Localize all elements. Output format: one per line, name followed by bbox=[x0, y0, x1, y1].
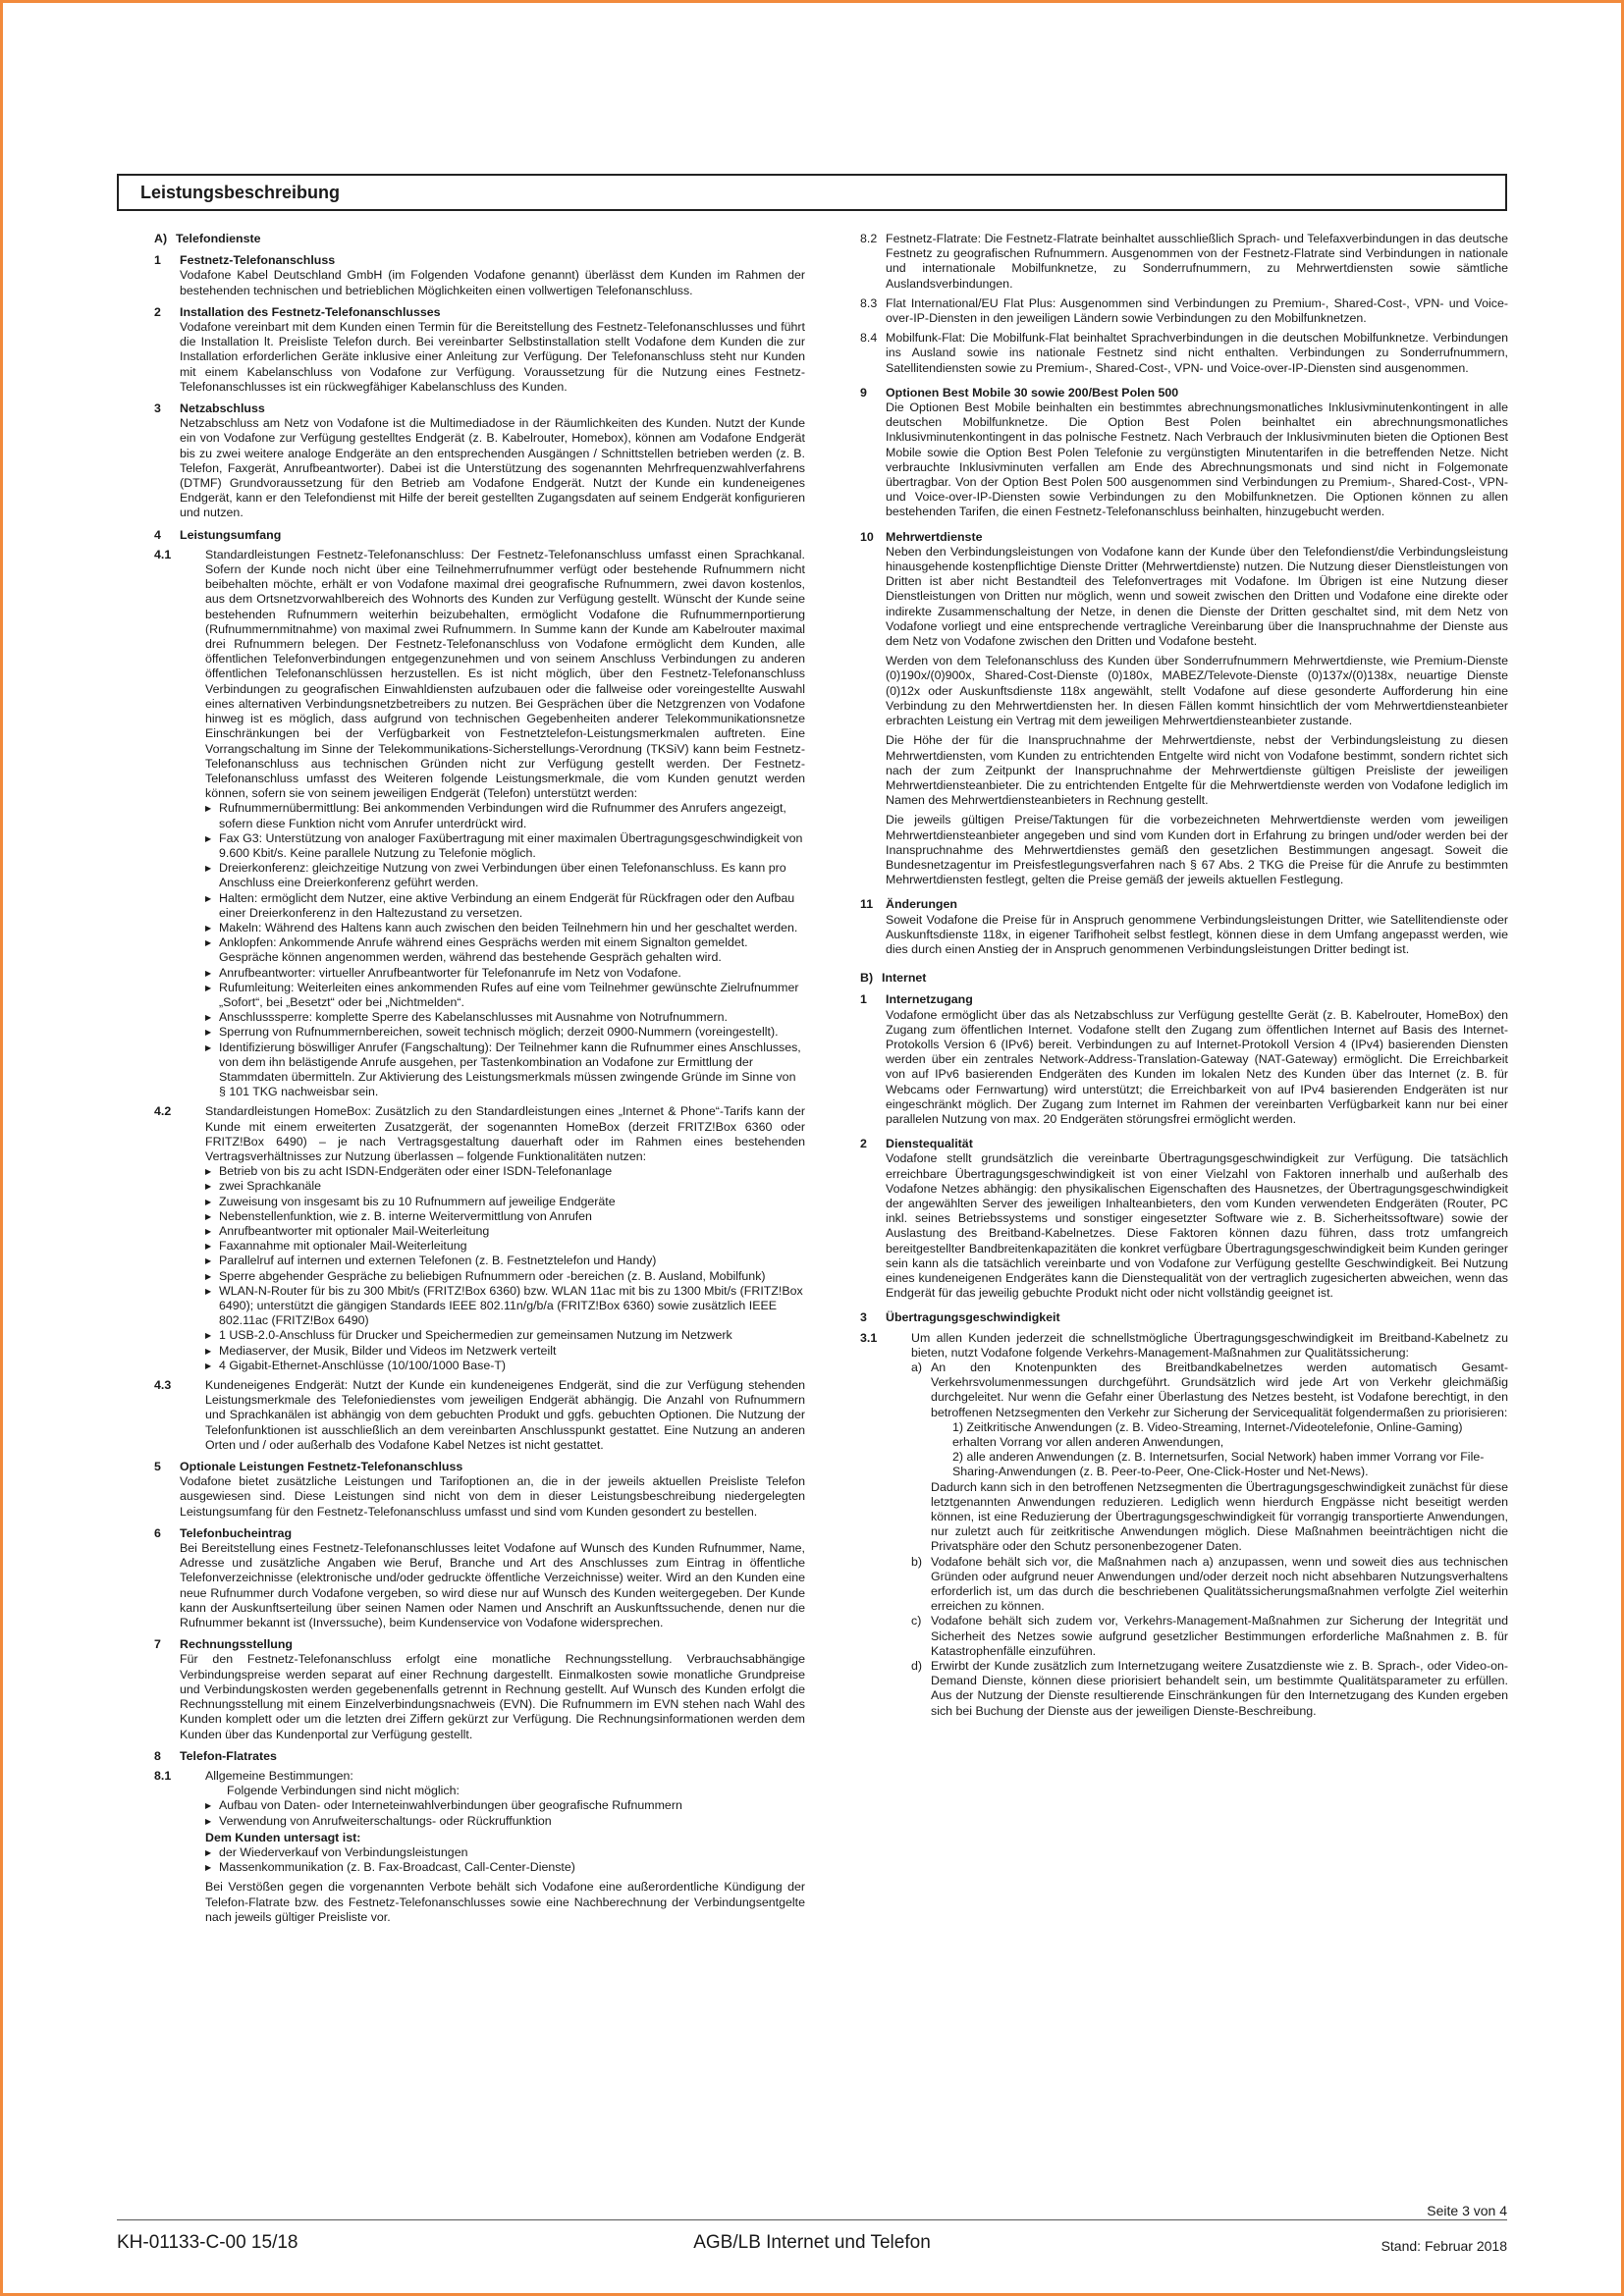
list-item: ▶ der Wiederverkauf von Verbindungsleistungen bbox=[205, 1845, 805, 1860]
subclause-number: 3.1 bbox=[860, 1330, 878, 1345]
item-text: An den Knotenpunkten des Breitbandkabelnetzes werden automatisch Gesamt-Verkehrsvolumenmessungen durchgeführt. Grundsätzlich wird jede Art von Verkehr gleichmäßig durchgeleitet. Nur wenn die Gefahr einer Überlastung des Netzes besteht, ist Vodafone berechtigt, in den betroffenen Netzsegmenten den Verkehr zur Sicherung der Servicequalität folgendermaßen zu priorisieren: bbox=[931, 1361, 1508, 1419]
list-item: ▶ Rufnummernübermittlung: Bei ankommenden Verbindungen wird die Rufnummer des Anrufers angezeigt, sofern diese Funktion nicht vom Anrufer unterdrückt wird. bbox=[205, 801, 805, 830]
clause-heading: Leistungsumfang bbox=[180, 527, 282, 542]
clause-number: 8 bbox=[154, 1748, 161, 1763]
subclause-number: 4.1 bbox=[154, 547, 172, 561]
clause-text: Netzabschluss am Netz von Vodafone ist die Multimediadose in der Räumlichkeiten des Kunden. Nutzt der Kunde ein von Vodafone zur Verfügung gestelltes Endgerät (z. B. Kabelrouter, Homebox), können am Vodafone Endgerät bis zu zwei weitere analoge Endgeräte an den entsprechenden Ausgängen / Schnittstellen betrieben werden (z. B. Telefon, Faxgerät, Anrufbeantworter). Dabei ist die Unterstützung des sogenannten Mehrfrequenzwahlverfahrens (DTMF) Grundvoraussetzung für den Betrieb am Vodafone Endgerät. Nutzt der Kunde ein kundeneigenes Endgerät, kann er den Telefondienst mit Hilfe der bereit gestellten Zugangsdaten auf seinem Endgerät konfigurieren und nutzen. bbox=[180, 416, 805, 520]
subclause-text: Flat International/EU Flat Plus: Ausgenommen sind Verbindungen zu Premium-, Shared-Cost-, VPN- und Voice-over-IP-Diensten in den jeweiligen Ländern sowie Verbindungen zu den Mobilfunknetzen. bbox=[886, 295, 1508, 326]
item-text: Vodafone behält sich zudem vor, Verkehrs-Management-Maßnahmen zur Sicherung der Integrität und Sicherheit des Netzes sowie aufgrund gesetzlicher Bestimmungen erforderliche Maßnahmen z. B. für Katastrophenfälle einzuführen. bbox=[931, 1614, 1508, 1658]
list-item: ▶ Betrieb von bis zu acht ISDN-Endgeräten oder einer ISDN-Telefonanlage bbox=[205, 1164, 805, 1179]
document-date: Stand: Februar 2018 bbox=[1380, 2238, 1507, 2254]
list-item: ▶ zwei Sprachkanäle bbox=[205, 1179, 805, 1194]
clause-paragraph: Werden von dem Telefonanschluss des Kunden über Sonderrufnummern Mehrwertdienste, wie Premium-Dienste (0)190x/(0)900x, Shared-Cost-Dienste (0)180x, MABEZ/Televote-Dienste (0)137x/(0)138x, neuartige Dienste (0)12x oder Auskunftsdienste 118x angewählt, stellt Vodafone auf diese gesonderte Aufforderung hin eine Verbindung zu den Mehrwertdiensten her. In diesen Fällen kommt hinsichtlich der vom Mehrwertdiensteanbieter erbrachten Leistung ein Vertrag mit dem jeweiligen Mehrwertdiensteanbieter zustande. bbox=[886, 654, 1508, 728]
clause-a9 bbox=[860, 386, 1508, 520]
forbidden-connections-list bbox=[205, 1798, 805, 1828]
document-title: AGB/LB Internet und Telefon bbox=[693, 2232, 931, 2253]
list-item: ▶ Identifizierung böswilliger Anrufer (Fangschaltung): Der Teilnehmer kann die Rufnummer eines Anschlusses, von dem ihn belästigende Anrufe ausgehen, per Tastenkombination an Vodafone zur Ermittlung der Stammdaten übermitteln. Zur Aktivierung des Leistungsmerkmals müssen zwingende Gründe im Sinne von § 101 TKG nachweisbar sein. bbox=[205, 1041, 805, 1100]
clause-a11 bbox=[860, 897, 1508, 957]
clause-number: 3 bbox=[860, 1310, 867, 1325]
clause-b3 bbox=[860, 1310, 1508, 1718]
clause-text: Vodafone ermöglicht über das als Netzabschluss zur Verfügung gestellte Gerät (z. B. Kabelrouter, HomeBox) den Zugang zum öffentlichen Internet. Vodafone stellt den Zugang zum öffentlichen Internet auf Basis des Internet-Protokolls Version 6 (IPv6) bereit. Verbindungen zu auf Internet-Protokoll Version 4 (IPv4) basierenden Diensten werden über ein zentrales Network-Address-Translation-Gateway (NAT-Gateway) ermöglicht. Die Erreichbarkeit von auf IPv6 basierenden Endgeräten des Kunden im lokalen Netz des Kunden über das Internet (z. B. für Webcams oder Fernwartung) wird unterstützt; die Erreichbarkeit von auf IPv4 basierenden Endgeräten ist nur eingeschränkt möglich. Der Zugang zum Internet im Rahmen der vereinbarten Verfügbarkeit kann nur bei einer parallelen Nutzung von max. 20 Endgeräten störungsfrei ermöglicht werden. bbox=[886, 1007, 1508, 1126]
subclause-text: Mobilfunk-Flat: Die Mobilfunk-Flat beinhaltet Sprachverbindungen in die deutschen Mobilfunknetze. Verbindungen ins Ausland sowie ins nationale Festnetz sind nicht enthalten. Verbindungen zu Sonderrufnummern, Satellitendiensten sowie zu Premium-, Shared-Cost-, VPN- und Voice-over-IP-Diensten sind ausgenommen. bbox=[886, 331, 1508, 375]
clause-heading: Optionen Best Mobile 30 sowie 200/Best Polen 500 bbox=[886, 385, 1179, 400]
clause-number: 1 bbox=[154, 253, 161, 268]
document-id: KH-01133-C-00 15/18 bbox=[117, 2232, 298, 2253]
clause-a2 bbox=[154, 305, 805, 395]
subclause-number: 8.3 bbox=[860, 295, 878, 310]
clause-a7 bbox=[154, 1637, 805, 1741]
list-item: ▶ Dreierkonferenz: gleichzeitige Nutzung von zwei Verbindungen über einen Telefonanschluss. Es kann pro Anschluss eine Dreierkonferenz geführt werden. bbox=[205, 861, 805, 890]
clause-a6 bbox=[154, 1526, 805, 1630]
item-text: Dadurch kann sich in den betroffenen Netzsegmenten die Übertragungsgeschwindigkeit zunächst für diese letztgenannten Anwendungen reduzieren. Lediglich wenn hierdurch Engpässe nicht beseitigt werden können, ist eine Reduzierung der Übertragungsgeschwindigkeit für vorrangig transportierte Anwendungen, nur zuletzt auch für zeitkritische Anwendungen möglich. Diese Maßnahmen beeinträchtigen nicht die Privatsphäre oder den Schutz personenbezogener Daten. bbox=[931, 1479, 1508, 1554]
list-item: ▶ Parallelruf auf internen und externen Telefonen (z. B. Festnetztelefon und Handy) bbox=[205, 1254, 805, 1268]
clause-paragraph: Die Höhe der für die Inanspruchnahme der Mehrwertdienste, nebst der Verbindungsleistung zu diesen Mehrwertdiensten, vom Kunden zu entrichtenden Entgelte wird nicht von Vodafone bestimmt, sondern richtet sich nach der zum Zeitpunkt der Inanspruchnahme der Mehrwertdienste gültigen Preisliste der jeweiligen Mehrwertdiensteanbieter. Die zu entrichtenden Entgelte für die Mehrwertdienste werden von Vodafone lediglich im Namen des Mehrwertdiensteanbieters in Rechnung gestellt. bbox=[886, 733, 1508, 808]
section-b-letter: B) bbox=[860, 971, 874, 986]
clause-number: 9 bbox=[860, 385, 867, 400]
clause-b1 bbox=[860, 992, 1508, 1127]
item-letter: c) bbox=[911, 1614, 922, 1629]
subclause-text: Festnetz-Flatrate: Die Festnetz-Flatrate beinhaltet ausschließlich Sprach- und Telefaxverbindungen in das deutsche Festnetz zu geografischen Rufnummern. Ausgenommen von der Festnetz-Flatrate sind Verbindungen in nationale und internationale Mobilfunknetze, zu Sonderrufnummern, zu Mehrwertdiensten sowie sämtliche Auslandsverbindungen. bbox=[886, 232, 1508, 291]
clause-number: 3 bbox=[154, 401, 161, 416]
clause-a8-1 bbox=[154, 1769, 805, 1925]
subclause-number: 8.1 bbox=[154, 1768, 172, 1783]
list-item: ▶ Mediaserver, der Musik, Bilder und Videos im Netzwerk verteilt bbox=[205, 1344, 805, 1359]
clause-number: 1 bbox=[860, 992, 867, 1007]
list-item: ▶ Zuweisung von insgesamt bis zu 10 Rufnummern auf jeweilige Endgeräte bbox=[205, 1195, 805, 1209]
list-item: ▶ 1 USB-2.0-Anschluss für Drucker und Speichermedien zur gemeinsamen Nutzung im Netzwerk bbox=[205, 1328, 805, 1343]
clause-paragraph: Die jeweils gültigen Preise/Taktungen für die vorbezeichneten Mehrwertdienste werden vom jeweiligen Mehrwertdiensteanbieter angegeben und sind vom Kunden dort in Erfahrung zu bringen und/oder werden bei der Inanspruchnahme des Mehrwertdienstes gemäß den gesetzlichen Bestimmungen angesagt. Soweit die Bundesnetzagentur im Preisfestlegungsverfahren nach § 67 Abs. 2 TKG die Preise für die Anrufe zu bestimmten Mehrwertdiensten festlegt, gelten die Preise gemäß der jeweils aktuellen Festlegung. bbox=[886, 813, 1508, 887]
clause-text: Die Optionen Best Mobile beinhalten ein bestimmtes abrechnungsmonatliches Inklusivminutenkontingent in alle deutschen Mobilfunknetze. Die Option Best Polen beinhaltet ein abrechnungsmonatliches Inklusivminutenkontingent in das polnische Festnetz. Nach Verbrauch der Inklusivminuten bieten die Optionen Best Mobile sowie die Option Best Polen Telefonie zu vergünstigten Minutentarifen in die betreffenden Netze. Nicht verbrauchte Inklusivminuten verfallen am Ende des Abrechnungsmonats und sind nicht in Folgemonate übertragbar. Von der Option Best Polen 500 ausgenommen sind Verbindungen zu Premium-, Shared-Cost-, VPN- und Voice-over-IP-Diensten sowie Verbindungen zu den Mobilfunknetzen. Die Optionen können zu allen bestehenden Tarifen, die einen Festnetz-Telefonanschluss beinhalten, hinzugebucht werden. bbox=[886, 400, 1508, 519]
clause-text: Vodafone Kabel Deutschland GmbH (im Folgenden Vodafone genannt) überlässt dem Kunden im Rahmen der bestehenden technischen und betrieblichen Möglichkeiten einen vollwertigen Telefonanschluss. bbox=[180, 268, 805, 297]
list-item: ▶ Fax G3: Unterstützung von analoger Faxübertragung mit einer maximalen Übertragungsgeschwindigkeit von 9.600 Kbit/s. Keine parallele Nutzung zu Telefonie möglich. bbox=[205, 831, 805, 861]
clause-heading: Übertragungsgeschwindigkeit bbox=[886, 1310, 1060, 1325]
feature-list bbox=[205, 801, 805, 1099]
clause-heading: Festnetz-Telefonanschluss bbox=[180, 253, 336, 268]
priority-rule: 2) alle anderen Anwendungen (z. B. Internetsurfen, Social Network) haben immer Vorrang vor File-Sharing-Anwendungen (z. B. Peer-to-Peer, One-Click-Hoster und Net-News). bbox=[952, 1450, 1485, 1479]
clause-b2 bbox=[860, 1137, 1508, 1301]
clause-text: Bei Bereitstellung eines Festnetz-Telefonanschlusses leitet Vodafone auf Wunsch des Kunden Rufnummer, Name, Adresse und zusätzliche Angaben wie Beruf, Branche und Art des Anschlusses zum Eintrag in öffentliche Telefonverzeichnisse (elektronische und/oder gedruckte öffentliche Verzeichnisse) weiter. Wird an den Kunden eine neue Rufnummer durch Vodafone vergeben, so wird diese nur auf Wunsch des Kunden weitergegeben. Der Kunde kann der Auskunftserteilung über seinen Namen oder Namen und Anschrift an Auskunftssuchende, denen nur die Rufnummer bekannt ist (Inverssuche), beim Kundenservice von Vodafone widersprechen. bbox=[180, 1541, 805, 1630]
clause-number: 10 bbox=[860, 529, 874, 544]
subclause-number: 8.2 bbox=[860, 232, 878, 245]
clause-a8-4 bbox=[860, 331, 1508, 376]
subclause-text: Folgende Verbindungen sind nicht möglich: bbox=[227, 1784, 460, 1798]
list-item bbox=[911, 1659, 1508, 1719]
page-title: Leistungsbeschreibung bbox=[117, 174, 1507, 211]
clause-number: 7 bbox=[154, 1637, 161, 1652]
list-item: ▶ Aufbau von Daten- oder Interneteinwahlverbindungen über geografische Rufnummern bbox=[205, 1798, 805, 1813]
section-b-title: Internet bbox=[882, 971, 927, 986]
section-a-letter: A) bbox=[154, 232, 168, 245]
homebox-feature-list bbox=[205, 1164, 805, 1373]
clause-heading: Telefonbucheintrag bbox=[180, 1525, 293, 1540]
list-item: ▶ Anschlusssperre: komplette Sperre des Kabelanschlusses mit Ausnahme von Notrufnummern. bbox=[205, 1010, 805, 1025]
clause-b3-1 bbox=[860, 1331, 1508, 1719]
subclause-text: Standardleistungen HomeBox: Zusätzlich zu den Standardleistungen eines „Internet & Phone“-Tarifs kann der Kunde mit einem erweiterten Zusatzgerät, der sogenannten HomeBox (derzeit FRITZ!Box 6360 oder FRITZ!Box 6490) – je nach Vertragsgestaltung dauerhaft oder im Rahmen eines bestehenden Vertragsverhältnisses zur Nutzung überlassen – folgende Funktionalitäten nutzen: bbox=[205, 1104, 805, 1163]
item-letter: b) bbox=[911, 1554, 923, 1569]
clause-number: 4 bbox=[154, 527, 161, 542]
clause-heading: Installation des Festnetz-Telefonanschlusses bbox=[180, 304, 441, 319]
section-a-title: Telefondienste bbox=[176, 232, 261, 245]
list-item: ▶ Faxannahme mit optionaler Mail-Weiterleitung bbox=[205, 1239, 805, 1254]
item-text: Erwirbt der Kunde zusätzlich zum Internetzugang weitere Zusatzdienste wie z. B. Sprach-, oder Video-on-Demand Dienste, können diese priorisiert behandelt sein, um bestimmte Qualitätsparameter zu erfüllen. Aus der Nutzung der Dienste resultierende Einschränkungen für den Internetzugang des Kunden ergeben sich bei Buchung der Dienste aus der jeweiligen Dienste-Beschreibung. bbox=[931, 1659, 1508, 1718]
list-item: ▶ Halten: ermöglicht dem Nutzer, eine aktive Verbindung an einem Endgerät für Rückfragen oder den Aufbau einer Dreierkonferenz in den Haltezustand zu versetzen. bbox=[205, 891, 805, 921]
list-item: ▶ Anrufbeantworter mit optionaler Mail-Weiterleitung bbox=[205, 1224, 805, 1239]
clause-heading: Optionale Leistungen Festnetz-Telefonanschluss bbox=[180, 1460, 463, 1474]
list-item bbox=[911, 1361, 1508, 1555]
clause-text: Vodafone bietet zusätzliche Leistungen und Tarifoptionen an, die in der jeweils aktuellen Preisliste Telefon ausgewiesen sind. Diese Leistungen sind nicht von dem in dieser Leistungsbeschreibung niedergelegten Leistungsumfang für den Festnetz-Telefonanschluss umfasst und sind vom Kunden gesondert zu bestellen. bbox=[180, 1474, 805, 1519]
traffic-management-list bbox=[911, 1361, 1508, 1719]
footer-divider bbox=[117, 2219, 1507, 2220]
item-letter: a) bbox=[911, 1361, 923, 1375]
list-item: ▶ Massenkommunikation (z. B. Fax-Broadcast, Call-Center-Dienste) bbox=[205, 1860, 805, 1875]
clause-a8 bbox=[154, 1749, 805, 1925]
list-item: ▶ Anrufbeantworter: virtueller Anrufbeantworter für Telefonanrufe im Netz von Vodafone. bbox=[205, 966, 805, 981]
clause-text: Für den Festnetz-Telefonanschluss erfolgt eine monatliche Rechnungsstellung. Verbrauchsabhängige Verbindungspreise werden separat auf einer Rechnung dargestellt. Einmalkosten sowie monatliche Grundpreise und Verbindungskosten werden gegebenenfalls getrennt in Rechnung gestellt. Auf Wunsch des Kunden erfolgt die Rechnungsstellung mit einem Einzelverbindungsnachweis (EVN). Die Rufnummern im EVN stehen nach Wahl des Kunden komplett oder um die letzten drei Ziffern gekürzt zur Verfügung. Die Rechnungsinformationen werden dem Kunden über das Kundenportal zur Verfügung gestellt. bbox=[180, 1652, 805, 1741]
left-column bbox=[154, 232, 805, 1925]
clause-a4-3 bbox=[154, 1378, 805, 1453]
clause-a1 bbox=[154, 253, 805, 298]
list-item: ▶ Anklopfen: Ankommende Anrufe während eines Gesprächs werden mit einem Signalton gemeldet. Gespräche können angenommen werden, während das bestehende Gespräch gehalten wird. bbox=[205, 935, 805, 965]
item-letter: d) bbox=[911, 1659, 923, 1674]
subclause-closing: Bei Verstößen gegen die vorgenannten Verbote behält sich Vodafone eine außerordentliche Kündigung der Telefon-Flatrate bzw. des Festnetz-Telefonanschlusses sowie eine Nachberechnung der Verbindungsentgelte nach jeweils gültiger Preisliste vor. bbox=[205, 1880, 805, 1924]
clause-number: 5 bbox=[154, 1460, 161, 1474]
clause-a8-3 bbox=[860, 296, 1508, 326]
list-item bbox=[911, 1555, 1508, 1615]
right-column bbox=[860, 232, 1508, 1719]
clause-number: 2 bbox=[860, 1137, 867, 1151]
clause-number: 6 bbox=[154, 1525, 161, 1540]
clause-paragraph: Neben den Verbindungsleistungen von Vodafone kann der Kunde über den Telefondienst/die Verbindungsleistung hinausgehende kostenpflichtige Dienste Dritter (Mehrwertdienste) nutzen. Die Nutzung dieser Dienstleistungen von Dritten ist aber nicht Bestandteil des Telefonvertrages mit Vodafone. Im Übrigen ist eine Nutzung dieser Dienstleistungen von Dritten nur möglich, wenn und soweit zwischen den Dritten und Vodafone eine direkte oder indirekte Zusammenschaltung der Netze, in denen die Dienste der Dritten geschaltet sind, mit dem Netz von Vodafone vorliegt und eine entsprechende vertragliche Vereinbarung über die Inanspruchnahme der Dienste aus dem Netz von Vodafone zwischen den Dritten und Vodafone besteht. bbox=[886, 544, 1508, 649]
clause-heading: Änderungen bbox=[886, 897, 957, 912]
list-item bbox=[911, 1614, 1508, 1659]
page-number: Seite 3 von 4 bbox=[1427, 2203, 1507, 2218]
item-text: Vodafone behält sich vor, die Maßnahmen nach a) anzupassen, wenn und soweit dies aus technischen Gründen oder aufgrund neuer Anwendungen und/oder derzeit noch nicht absehbaren Nutzungsverhaltens erforderlich ist, um das durch die beschriebenen Qualitätssicherungsmaßnahmen verfolgte Ziel weiterhin erreichen zu können. bbox=[931, 1554, 1508, 1614]
subclause-text: Kundeneigenes Endgerät: Nutzt der Kunde ein kundeneigenes Endgerät, sind die zur Verfügung stehenden Leistungsmerkmale des Telefoniedienstes vom jeweiligen Endgerät abhängig. Die Anzahl von Rufnummern und Sprachkanälen ist abhängig von dem gebuchten Produkt und ggfs. gebuchten Optionen. Die Nutzung der Telefonfunktionen ist ausschließlich an dem vereinbarten Anschlusspunkt gestattet. Eine Nutzung an anderen Orten und / oder außerhalb des Vodafone Kabel Netzes ist nicht gestattet. bbox=[205, 1378, 805, 1452]
clause-heading: Telefon-Flatrates bbox=[180, 1748, 277, 1763]
subclause-number: 8.4 bbox=[860, 331, 878, 346]
section-b-heading bbox=[860, 971, 1508, 986]
clause-a4-2 bbox=[154, 1104, 805, 1373]
priority-rule: 1) Zeitkritische Anwendungen (z. B. Video-Streaming, Internet-/Videotelefonie, Online-Gaming) erhalten Vorrang vor allen anderen Anwendungen, bbox=[952, 1419, 1463, 1450]
clause-a5 bbox=[154, 1460, 805, 1520]
list-item: ▶ Rufumleitung: Weiterleiten eines ankommenden Rufes auf eine vom Teilnehmer gewünschte Zielrufnummer „Sofort“, bei „Besetzt“ oder bei „Nichtmelden“. bbox=[205, 981, 805, 1010]
section-a-heading bbox=[154, 232, 805, 246]
list-item: ▶ Makeln: Während des Haltens kann auch zwischen den beiden Teilnehmern hin und her geschaltet werden. bbox=[205, 921, 805, 935]
list-item: ▶ Sperre abgehender Gespräche zu beliebigen Rufnummern oder -bereichen (z. B. Ausland, Mobilfunk) bbox=[205, 1269, 805, 1284]
clause-a4 bbox=[154, 528, 805, 1453]
subclause-subheading: Dem Kunden untersagt ist: bbox=[205, 1830, 361, 1844]
clause-text: Soweit Vodafone die Preise für in Anspruch genommene Verbindungsleistungen Dritter, wie Satellitendienste oder Auskunftsdienste 118x, in eigener Tarifhoheit selbst festlegt, können diese in dem Umfang angepasst werden, wie dies durch einen Anstieg der in Anspruch genommenen Verbindungsleistungen Dritter bedingt ist. bbox=[886, 912, 1508, 956]
clause-heading: Mehrwertdienste bbox=[886, 529, 983, 544]
clause-text: Vodafone vereinbart mit dem Kunden einen Termin für die Bereitstellung des Festnetz-Telefonanschlusses und führt die Installation lt. Preisliste Telefon durch. Bei vereinbarter Selbstinstallation stellt Vodafone dem Kunden die zur Installation erforderlichen Geräte inklusive einer Anleitung zur Verfügung. Der Telefonanschluss steht nur Kunden mit einem Kabelanschluss von Vodafone zur Verfügung. Voraussetzung für die Nutzung eines Festnetz-Telefonanschlusses ist ein rückwegfähiger Kabelanschluss des Kunden. bbox=[180, 320, 805, 394]
clause-heading: Rechnungsstellung bbox=[180, 1637, 293, 1652]
list-item: ▶ Sperrung von Rufnummernbereichen, soweit technisch möglich; derzeit 0900-Nummern (voreingestellt). bbox=[205, 1025, 805, 1040]
list-item: ▶ Verwendung von Anrufweiterschaltungs- oder Rückruffunktion bbox=[205, 1814, 805, 1829]
clause-heading: Netzabschluss bbox=[180, 401, 265, 416]
subclause-text: Um allen Kunden jederzeit die schnellstmögliche Übertragungsgeschwindigkeit im Breitband-Kabelnetz zu bieten, nutzt Vodafone folgende Verkehrs-Management-Maßnahmen zur Qualitätssicherung: bbox=[911, 1330, 1508, 1360]
subclause-lead: Allgemeine Bestimmungen: bbox=[205, 1768, 353, 1783]
prohibited-uses-list bbox=[205, 1845, 805, 1875]
clause-heading: Internetzugang bbox=[886, 992, 973, 1007]
subclause-text: Standardleistungen Festnetz-Telefonanschluss: Der Festnetz-Telefonanschluss umfasst einen Sprachkanal. Sofern der Kunde noch nicht über eine Teilnehmerrufnummer verfügt oder bestehende Rufnummern nicht beibehalten möchte, erhält er von Vodafone maximal drei geografische Rufnummern, zwei davon kostenlos, aus dem Ortsnetzvorwahlbereich des Wohnorts des Kunden zur Verfügung gestellt. Wünscht der Kunde seine bestehenden Rufnummern weiterhin beizubehalten, ermöglicht Vodafone die Rufnummernportierung (Rufnummernmitnahme) von maximal zwei Rufnummern. In Summe kann der Kunde am Kabelrouter maximal drei Rufnummern belegen. Der Festnetz-Telefonanschluss von Vodafone ermöglicht dem Kunden, alle öffentlichen Telefonverbindungen entgegenzunehmen und von seinem Anschluss Verbindungen zu anderen öffentlichen Telefonanschlüssen herzustellen. Es ist nicht möglich, über den Festnetz-Telefonanschluss Verbindungen zu geografischen Einwahldiensten aufzubauen oder die fallweise oder voreingestellte Auswahl eines alternativen Verbindungsnetzbetreibers zu nutzen. Bei Gesprächen über die Netzgrenzen von Vodafone hinweg ist es möglich, dass aufgrund von technischen Gegebenheiten anderer Telekommunikationsnetze Einschränkungen bei der Verfügbarkeit von Festnetztelefon-Leistungsmerkmalen auftreten. Eine Vorrangschaltung im Sinne der Telekommunikations-Sicherstellungs-Verordnung (TKSiV) kann beim Festnetz-Telefonanschluss aus technischen Gründen nicht zur Verfügung gestellt werden. Der Festnetz-Telefonanschluss umfasst des Weiteren folgende Leistungsmerkmale, die vom Kunden genutzt werden können, sofern sie von seinem jeweiligen Endgerät (Telefon) unterstützt werden: bbox=[205, 547, 805, 801]
list-item: ▶ Nebenstellenfunktion, wie z. B. interne Weitervermittlung von Anrufen bbox=[205, 1209, 805, 1224]
clause-heading: Dienstequalität bbox=[886, 1137, 973, 1151]
clause-number: 11 bbox=[860, 897, 874, 912]
clause-a8-2 bbox=[860, 232, 1508, 292]
subclause-number: 4.2 bbox=[154, 1104, 172, 1119]
subclause-number: 4.3 bbox=[154, 1378, 172, 1393]
list-item: ▶ 4 Gigabit-Ethernet-Anschlüsse (10/100/1000 Base-T) bbox=[205, 1359, 805, 1373]
clause-a10 bbox=[860, 530, 1508, 888]
list-item: ▶ WLAN-N-Router für bis zu 300 Mbit/s (FRITZ!Box 6360) bzw. WLAN 11ac mit bis zu 1300 Mbit/s (FRITZ!Box 6490); unterstützt die gängigen Standards IEEE 802.11n/g/b/a (FRITZ!Box 6360) sowie zusätzlich IEEE 802.11ac (FRITZ!Box 6490) bbox=[205, 1284, 805, 1329]
clause-a3 bbox=[154, 401, 805, 521]
clause-number: 2 bbox=[154, 304, 161, 319]
clause-text: Vodafone stellt grundsätzlich die vereinbarte Übertragungsgeschwindigkeit zur Verfügung. Die tatsächlich erreichbare Übertragungsgeschwindigkeit ist von einer Vielzahl von Faktoren innerhalb und außerhalb des Vodafone Netzes abhängig: den physikalischen Eigenschaften des Hausnetzes, der Übertragungsgeschwindigkeit der angewählten Server des jeweiligen Inhalteanbieters, den vom Kunden verwendeten Endgeräten (Router, PC inkl. seines Betriebssystems und sonstiger eingesetzter Software wie z. B. Sicherheitssoftware) sowie der Auslastung des Breitband-Kabelnetzes. Diese Faktoren können dazu führen, dass trotz umfangreich bereitgestellter Bandbreitenkapazitäten die konkret verfügbare Übertragungsgeschwindigkeit beim Kunden geringer sein kann als die tatsächlich vereinbarte und von Vodafone zur Verfügung gestellte Geschwindigkeit. Bei Nutzung eines kundeneigenen Endgerätes kann die Dienstequalität von der vertraglich zugesicherten abweichen, wenn das Endgerät für das jeweilig gebuchte Produkt nicht oder nicht vollständig geeignet ist. bbox=[886, 1151, 1508, 1301]
clause-a4-1 bbox=[154, 548, 805, 1100]
